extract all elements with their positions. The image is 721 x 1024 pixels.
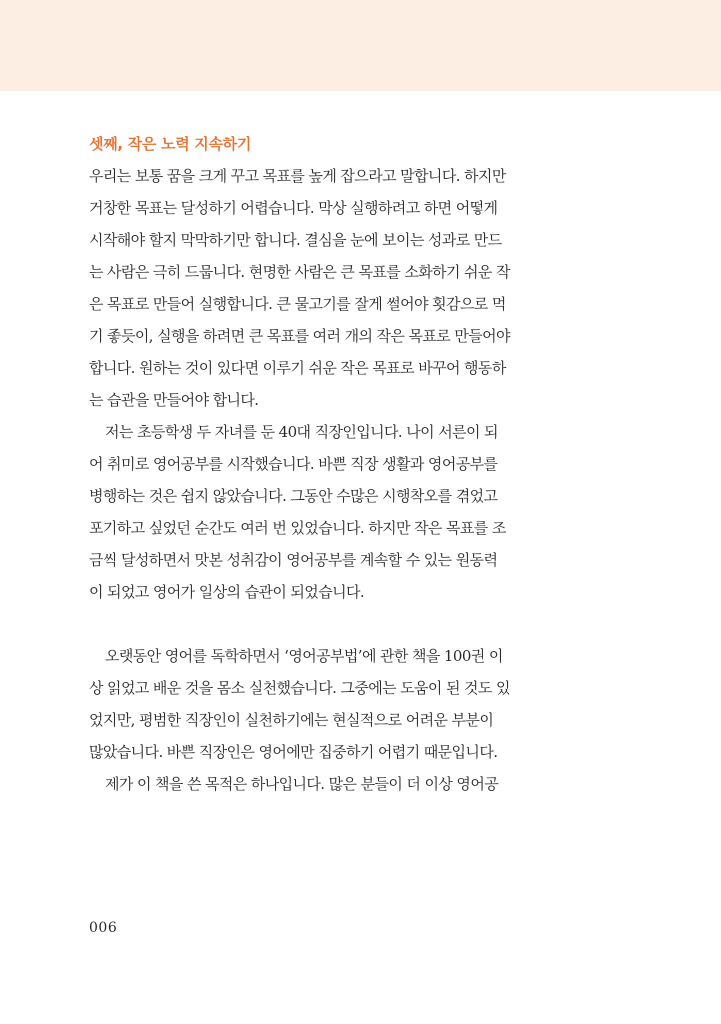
paragraph-gap bbox=[89, 608, 589, 640]
text-line: 는 사람은 극히 드뭅니다. 현명한 사람은 큰 목표를 소화하기 쉬운 작 bbox=[89, 263, 510, 281]
paragraph-2 bbox=[89, 416, 589, 608]
text-line: 이 되었고 영어가 일상의 습관이 되었습니다. bbox=[89, 583, 365, 601]
text-line: 포기하고 싶었던 순간도 여러 번 있었습니다. 하지만 작은 목표를 조 bbox=[89, 519, 506, 537]
text-line: 금씩 달성하면서 맛본 성취감이 영어공부를 계속할 수 있는 원동력 bbox=[89, 551, 498, 569]
text-line: 은 목표로 만들어 실행합니다. 큰 물고기를 잘게 썰어야 횟감으로 먹 bbox=[89, 295, 506, 313]
text-line: 저는 초등학생 두 자녀를 둔 40대 직장인입니다. 나이 서른이 되 bbox=[105, 423, 498, 441]
header-band bbox=[0, 0, 721, 91]
paragraph-3 bbox=[89, 640, 589, 768]
text-line: 많았습니다. 바쁜 직장인은 영어에만 집중하기 어렵기 때문입니다. bbox=[89, 743, 498, 761]
text-line: 시작해야 할지 막막하기만 합니다. 결심을 눈에 보이는 성과로 만드 bbox=[89, 231, 502, 249]
text-line: 병행하는 것은 쉽지 않았습니다. 그동안 수많은 시행착오를 겪었고 bbox=[89, 487, 498, 505]
text-line: 제가 이 책을 쓴 목적은 하나입니다. 많은 분들이 더 이상 영어공 bbox=[105, 775, 499, 793]
page-number: 006 bbox=[89, 920, 118, 936]
section-heading: 셋째, 작은 노력 지속하기 bbox=[89, 135, 252, 153]
text-line: 거창한 목표는 달성하기 어렵습니다. 막상 실행하려고 하면 어떻게 bbox=[89, 199, 498, 217]
text-line: 우리는 보통 꿈을 크게 꾸고 목표를 높게 잡으라고 말합니다. 하지만 bbox=[89, 167, 506, 185]
body-text bbox=[89, 128, 589, 800]
text-line: 어 취미로 영어공부를 시작했습니다. 바쁜 직장 생활과 영어공부를 bbox=[89, 455, 498, 473]
paragraph-4 bbox=[89, 768, 589, 800]
text-line: 었지만, 평범한 직장인이 실천하기에는 현실적으로 어려운 부분이 bbox=[89, 711, 494, 729]
text-line: 는 습관을 만들어야 합니다. bbox=[89, 391, 259, 409]
paragraph-1 bbox=[89, 160, 589, 416]
text-line: 오랫동안 영어를 독학하면서 ‘영어공부법’에 관한 책을 100권 이 bbox=[105, 647, 503, 665]
text-line: 상 읽었고 배운 것을 몸소 실천했습니다. 그중에는 도움이 된 것도 있 bbox=[89, 679, 510, 697]
text-line: 합니다. 원하는 것이 있다면 이루기 쉬운 작은 목표로 바꾸어 행동하 bbox=[89, 359, 506, 377]
text-line: 기 좋듯이, 실행을 하려면 큰 목표를 여러 개의 작은 목표로 만들어야 bbox=[89, 327, 510, 345]
